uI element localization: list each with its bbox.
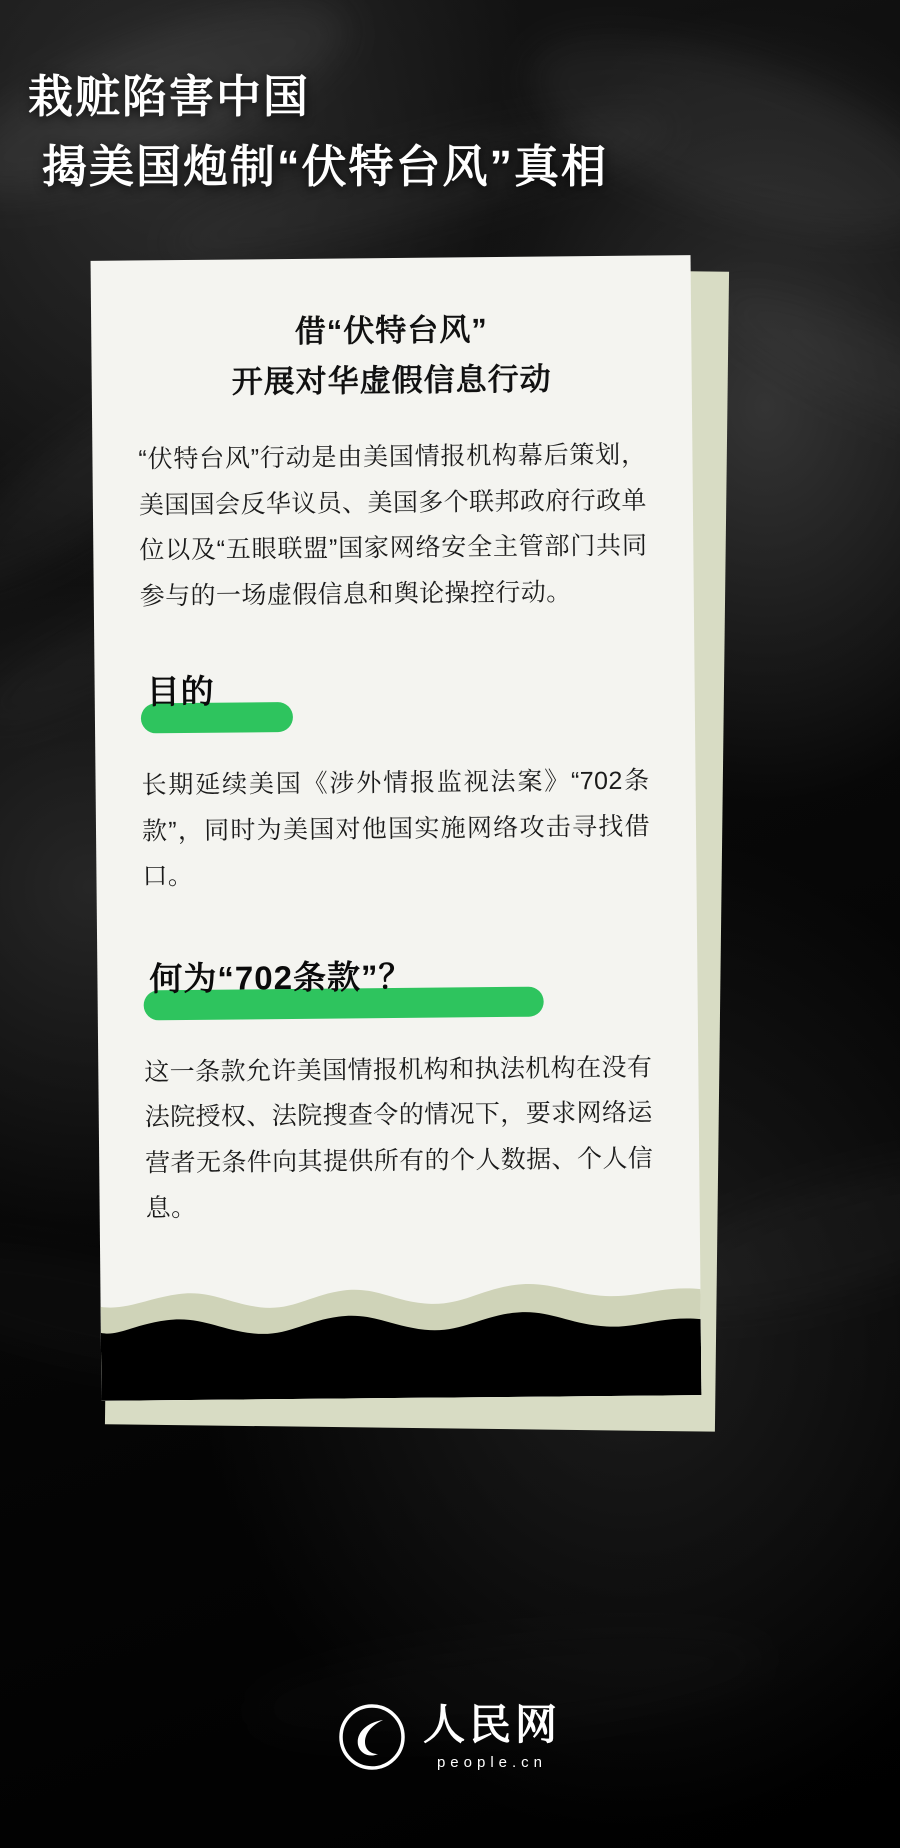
section-purpose-label: 目的: [146, 672, 215, 711]
headline-line-1: 栽赃陷害中国: [28, 71, 311, 122]
people-cn-logo-icon: [339, 1704, 405, 1770]
content-card: [91, 255, 702, 1401]
logo-text-en: people.cn: [436, 1754, 548, 1771]
logo-text-cn: 人民网: [422, 1701, 561, 1748]
section-702-body: 这一条款允许美国情报机构和执法机构在没有法院授权、法院搜查令的情况下，要求网络运营者无条件向其提供所有的个人数据、个人信息。: [144, 1053, 654, 1223]
section-purpose-heading: [140, 667, 649, 734]
poster-headline: [28, 62, 868, 202]
section-purpose-body: 长期延续美国《涉外情报监视法案》“702条款”，同时为美国对他国实施网络攻击寻找借口。: [141, 766, 651, 891]
headline-line-2: 揭美国炮制“伏特台风”真相: [42, 140, 609, 192]
card-title: [137, 304, 646, 408]
torn-paper-edge: [100, 1245, 701, 1401]
section-702-label: 何为“702条款”？: [149, 957, 413, 998]
texture-streak: [699, 260, 900, 480]
card-title-line-1: 借“伏特台风”: [294, 312, 488, 349]
section-702-heading: [143, 953, 652, 1020]
card-intro-paragraph: “伏特台风”行动是由美国情报机构幕后策划，美国国会反华议员、美国多个联邦政府行政单位以及“五眼联盟”国家网络安全主管部门共同参与的一场虚假信息和舆论操控行动。: [138, 440, 648, 611]
footer-logo: [0, 1701, 900, 1771]
card-title-line-2: 开展对华虚假信息行动: [231, 361, 552, 400]
